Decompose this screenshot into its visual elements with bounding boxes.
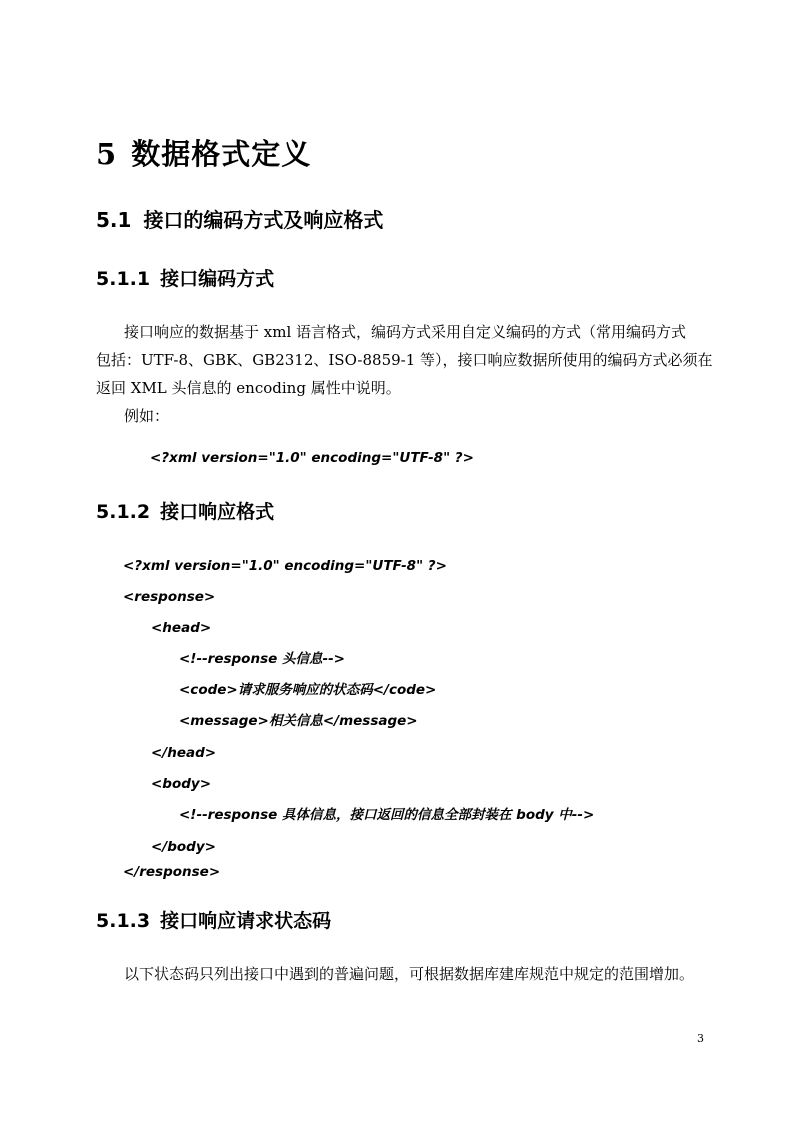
encoding-paragraph — [96, 318, 720, 430]
code-line: </body> — [151, 839, 216, 855]
heading-5-1-2 — [96, 498, 274, 526]
code-line: </head> — [151, 745, 217, 761]
code-line: <!--response 具体信息，接口返回的信息全部封装在 body 中--> — [179, 807, 595, 823]
section-title: 数据格式定义 — [131, 137, 312, 171]
heading-5-1-3-number: 5.1.3 — [96, 910, 151, 932]
heading-5-1-2-title: 接口响应格式 — [160, 501, 275, 523]
heading-5-1-1-number: 5.1.1 — [96, 268, 151, 290]
code-line: <message>相关信息</message> — [179, 713, 418, 729]
code-line: <body> — [151, 776, 212, 792]
code-line: <?xml version="1.0" encoding="UTF-8" ?> — [123, 558, 447, 574]
section-number: 5 — [96, 137, 118, 171]
section-heading — [96, 134, 311, 174]
heading-5-1-2-number: 5.1.2 — [96, 501, 151, 523]
code-line: <code>请求服务响应的状态码</code> — [179, 682, 437, 698]
status-code-paragraph — [96, 960, 720, 988]
subsection-heading — [96, 205, 383, 235]
code-line: <!--response 头信息--> — [179, 651, 345, 667]
subsection-title: 接口的编码方式及响应格式 — [143, 208, 384, 232]
heading-5-1-3 — [96, 907, 331, 935]
subsection-number: 5.1 — [96, 208, 132, 232]
example-code: <?xml version="1.0" encoding="UTF-8" ?> — [150, 450, 474, 466]
page-number: 3 — [697, 1032, 704, 1045]
paragraph-line: 接口响应的数据基于 xml 语言格式，编码方式采用自定义编码的方式（常用编码方式 — [124, 323, 687, 341]
heading-5-1-1-title: 接口编码方式 — [160, 268, 275, 290]
heading-5-1-3-title: 接口响应请求状态码 — [160, 910, 332, 932]
paragraph-line: 包括：UTF-8、GBK、GB2312、ISO-8859-1 等），接口响应数据所使用的编码方式必须在 — [96, 351, 713, 369]
heading-5-1-1 — [96, 265, 274, 293]
code-line: </response> — [123, 864, 221, 880]
paragraph-line: 以下状态码只列出接口中遇到的普遍问题，可根据数据库建库规范中规定的范围增加。 — [124, 965, 695, 983]
code-line: <head> — [151, 620, 212, 636]
example-label: 例如： — [124, 407, 170, 425]
paragraph-line: 返回 XML 头信息的 encoding 属性中说明。 — [96, 379, 401, 397]
code-line: <response> — [123, 589, 216, 605]
